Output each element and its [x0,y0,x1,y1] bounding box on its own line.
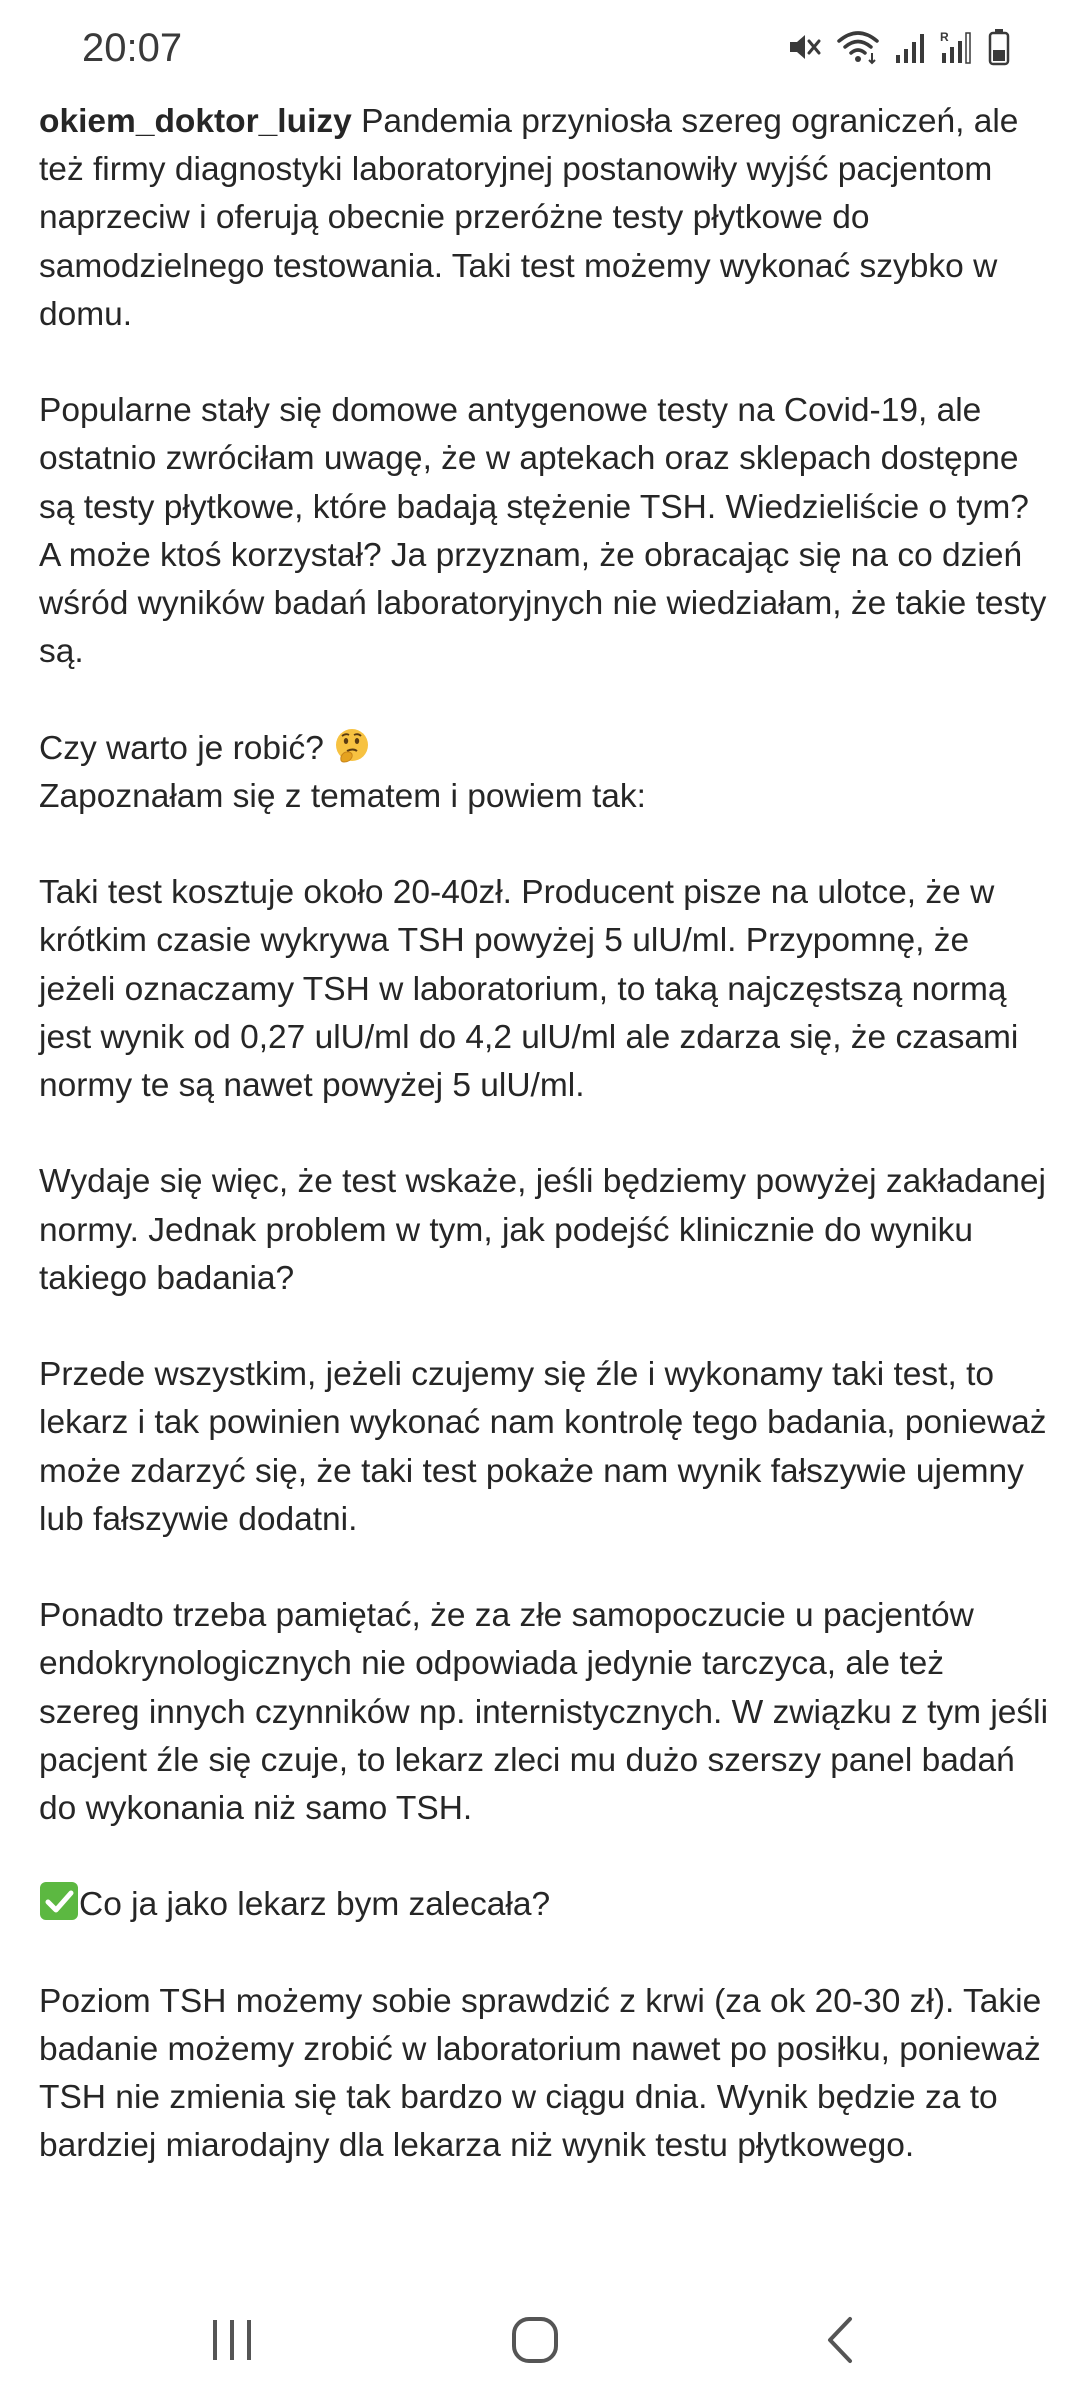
caption-paragraph: Wydaje się więc, że test wskaże, jeśli będziemy powyżej zakładanej normy. Jednak problem w tym, jak podejść klinicznie do wyniku takiego badania? [39,1163,1046,1297]
username-link[interactable]: okiem_doktor_luizy [39,103,352,140]
mute-icon [786,29,822,65]
roaming-signal-icon [940,29,974,65]
recents-button[interactable] [187,2300,277,2380]
status-bar [0,0,1080,100]
thinking-face-emoji [333,727,371,765]
caption-paragraph: Co ja jako lekarz bym zalecała? [79,1886,551,1924]
home-icon [509,2314,561,2366]
caption-paragraph: Popularne stały się domowe antygenowe testy na Covid-19, ale ostatnio zwróciłam uwagę, że w aptekach oraz sklepach dostępne są testy płytkowe, które badają stężenie TSH. Wiedzieliście o tym? A może ktoś korzystał? Ja przyznam, że obracając się na co dzień wśród wyników badań laboratoryjnych nie wiedziałam, że takie testy są. [39,392,1047,671]
battery-icon [988,28,1010,66]
caption-paragraph: Poziom TSH możemy sobie sprawdzić z krwi (za ok 20-30 zł). Takie badanie możemy zrobić w laboratorium nawet po posiłku, ponieważ TSH nie zmienia się tak bardzo w ciągu dnia. Wynik będzie za to bardziej miarodajny dla lekarza niż wynik testu płytkowego. [39,1982,1042,2165]
wifi-icon [836,29,880,65]
recents-icon [207,2317,257,2363]
check-mark-button-emoji [39,1881,79,1921]
signal-icon [894,29,926,65]
caption-paragraph: Ponadto trzeba pamiętać, że za złe samopoczucie u pacjentów endokrynologicznych nie odpowiada jedynie tarczyca, ale też szereg innych czynników np. internistycznych. W związku z tym jeśli pacjent źle się czuje, to lekarz zleci mu dużo szerszy panel badań do wykonania niż samo TSH. [39,1597,1049,1828]
svg-text:R: R [940,30,949,44]
caption-paragraph: Przede wszystkim, jeżeli czujemy się źle i wykonamy taki test, to lekarz i tak powinien wykonać nam kontrolę tego badania, ponieważ może zdarzyć się, że taki test pokaże nam wynik fałszywie ujemny lub fałszywie dodatni. [39,1356,1047,1538]
caption-paragraph: Pandemia przyniosła szereg ograniczeń, ale też firmy diagnostyki laboratoryjnej postanowiły wyjść pacjentom naprzeciw i oferują obecnie przeróżne testy płytkowe do samodzielnego testowania. Taki test możemy wykonać szybko w domu. [39,103,1019,333]
back-button[interactable] [795,2300,885,2380]
caption-paragraph: Czy warto je robić? [39,729,324,767]
status-icons [786,28,1010,66]
back-icon [820,2314,860,2366]
caption-paragraph: Taki test kosztuje około 20-40zł. Producent pisze na ulotce, że w krótkim czasie wykrywa TSH powyżej 5 ulU/ml. Przypomnę, że jeżeli oznaczamy TSH w laboratorium, to taką najczęstszą normą jest wynik od 0,27 ulU/ml do 4,2 ulU/ml ale zdarza się, że czasami normy te są nawet powyżej 5 ulU/ml. [39,874,1019,1105]
caption-paragraph: Zapoznałam się z tematem i powiem tak: [39,777,646,815]
status-time: 20:07 [82,26,183,70]
navigation-bar [0,2280,1080,2400]
home-button[interactable] [490,2300,580,2380]
post-caption [39,98,1049,2219]
